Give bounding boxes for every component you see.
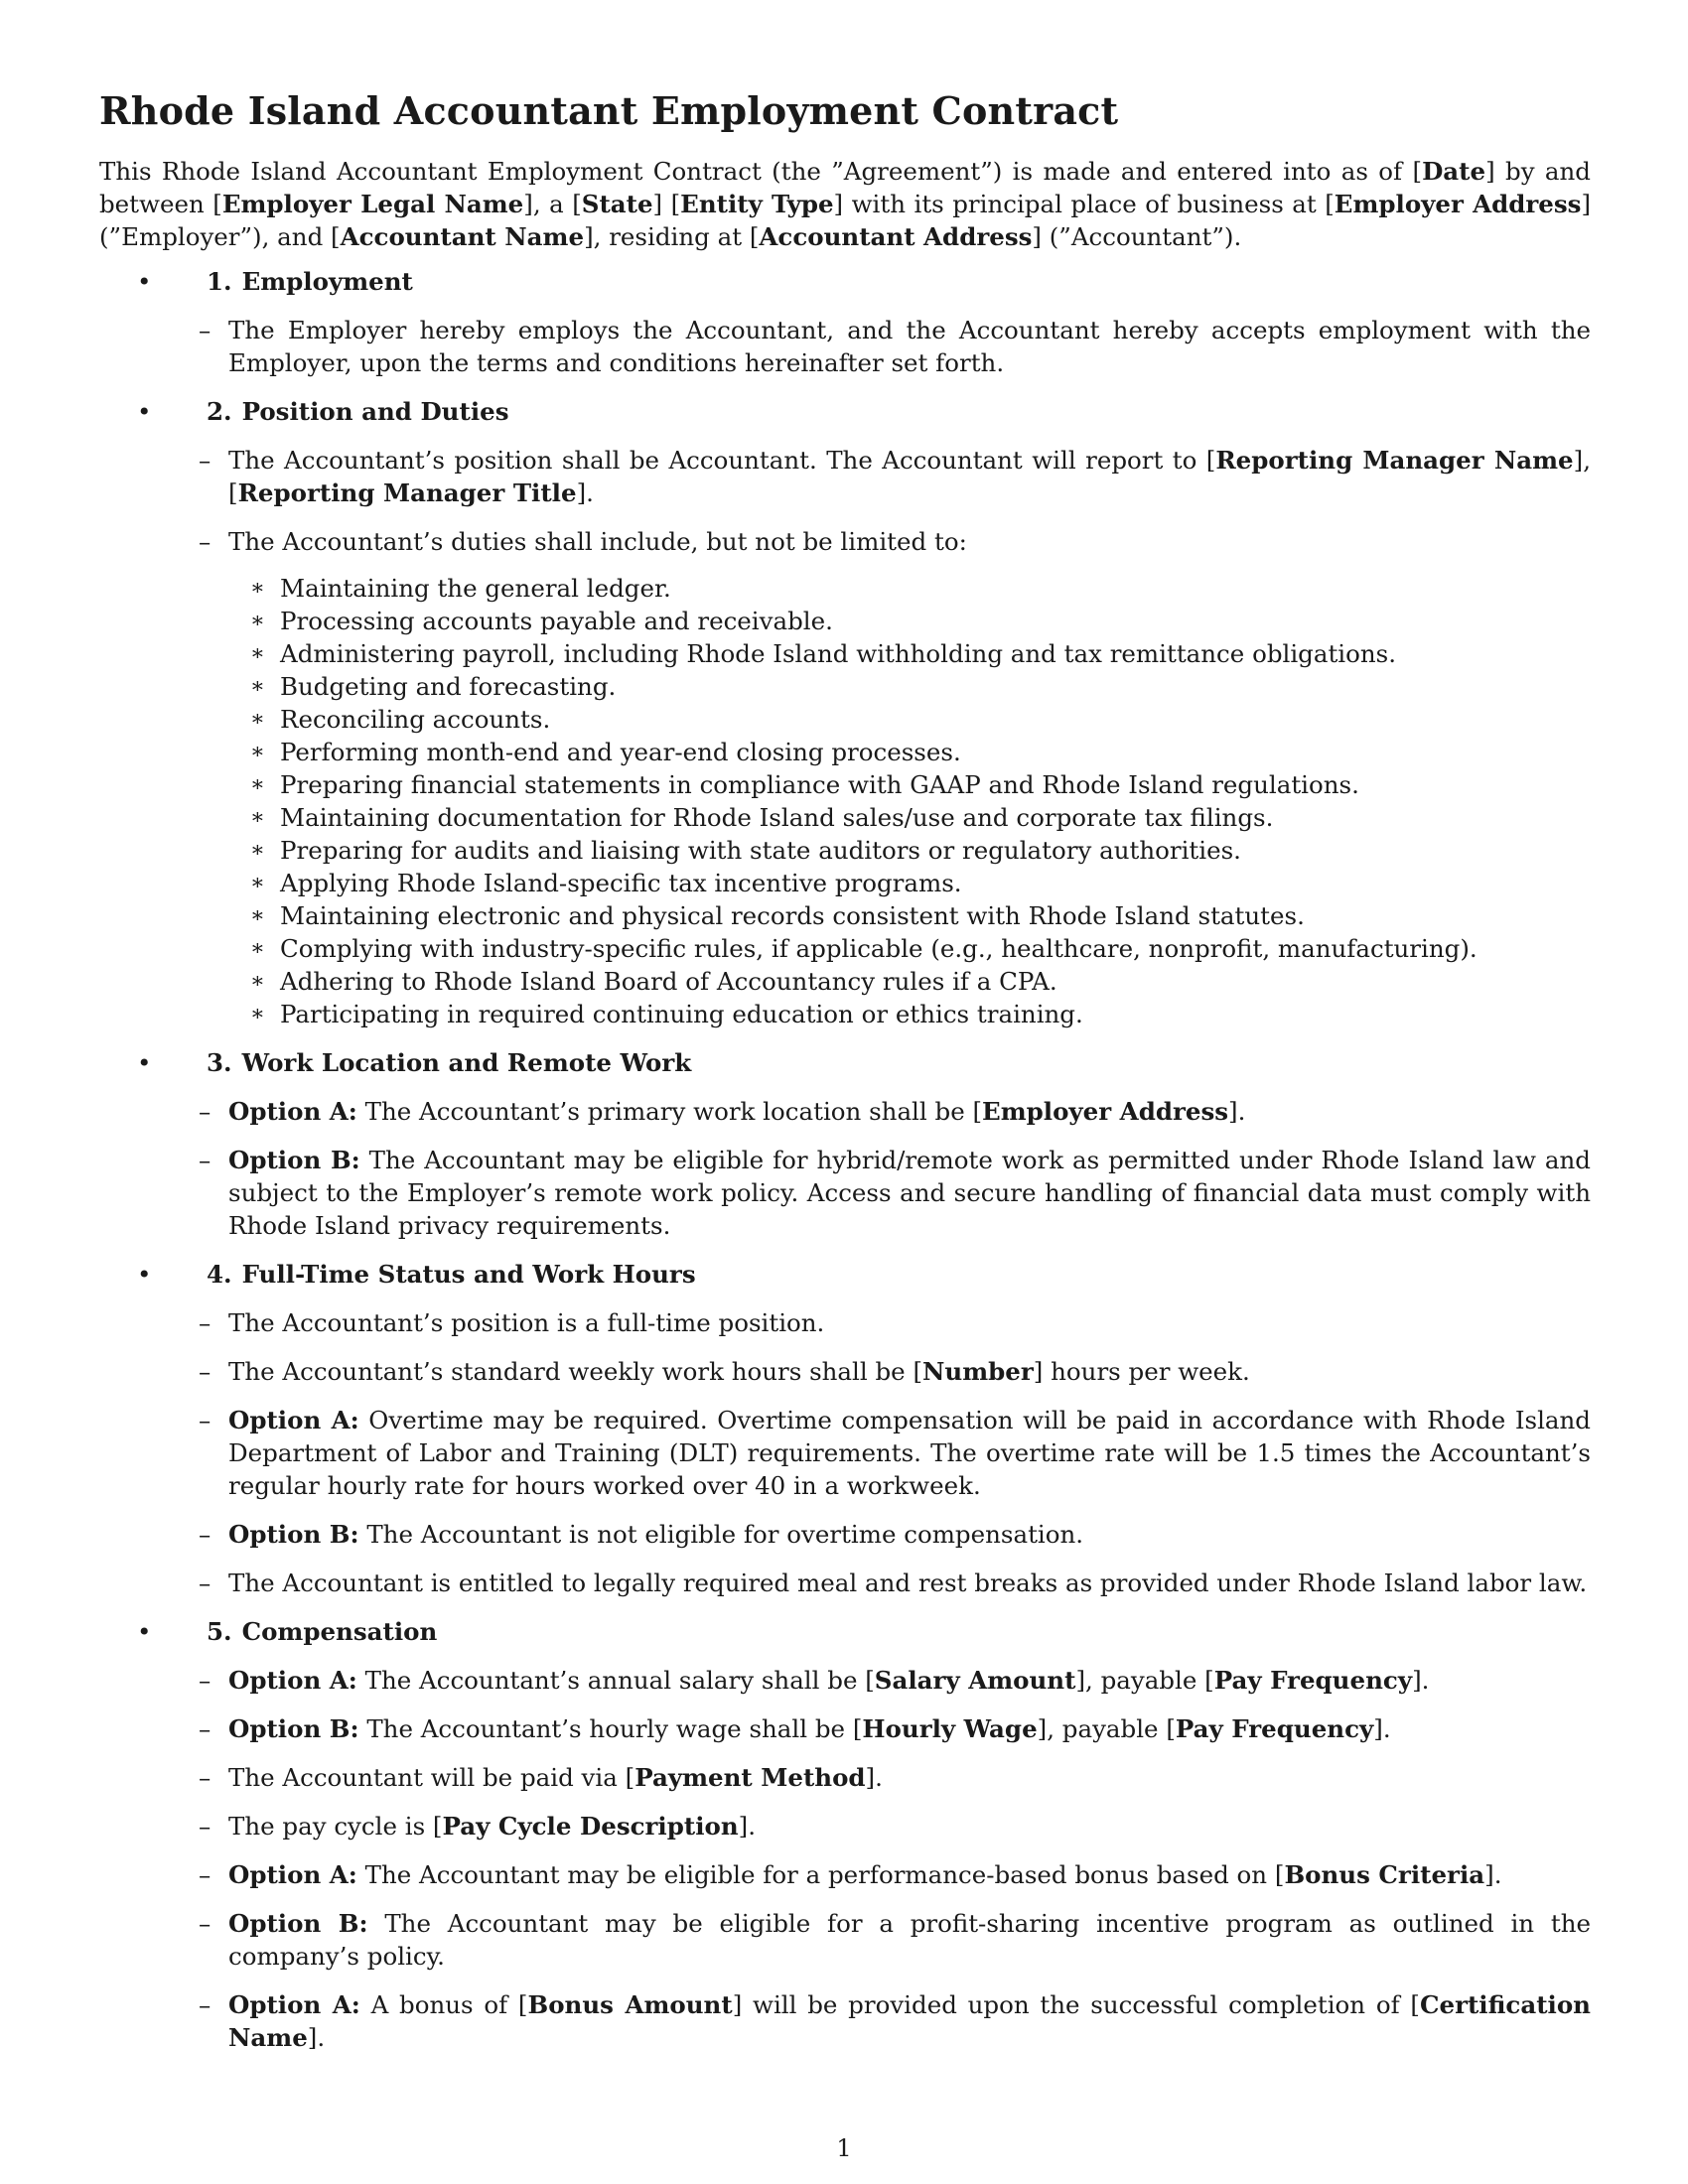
sections-list [99, 265, 1591, 2054]
duty-item: ∗ Preparing financial statements in compliance with GAAP and Rhode Island regulations. [250, 770, 1359, 799]
section-compensation [99, 1615, 1591, 2054]
section-heading: 5. Compensation [207, 1617, 438, 1646]
section-heading: 2. Position and Duties [207, 397, 509, 426]
page-number: 1 [836, 2134, 852, 2162]
section-employment [99, 265, 1591, 379]
section-position-duties [99, 395, 1591, 1030]
clause-item: – Option A: Overtime may be required. Overtime compensation will be paid in accordance with Rhode Island Department of Labor and Training (DLT) requirements. The overtime rate will be 1.5 times the Accountant’s regular hourly rate for hours worked over 40 in a workweek. [199, 1406, 1591, 1500]
clause-item: – Option B: The Accountant may be eligible for a profit-sharing incentive program as outlined in the company’s policy. [199, 1909, 1591, 1971]
duty-item: ∗ Maintaining documentation for Rhode Island sales/use and corporate tax filings. [250, 803, 1274, 832]
clause-item: – The Accountant is entitled to legally required meal and rest breaks as provided under Rhode Island labor law. [199, 1569, 1588, 1597]
clause-item: – The Accountant will be paid via [Payment Method]. [199, 1763, 883, 1792]
duties-list [228, 572, 1591, 1030]
clause-item: – The Accountant’s duties shall include, but not be limited to: ∗ Maintaining the general ledger. ∗ Processing accounts payable and receivable. ∗ Administering payroll, including Rhode Island withholding and tax remittance obligations. ∗ Budgeting and forecasting. ∗ Reconciling accounts. ∗ Performing month-end and year-end closing processes. ∗ Preparing financial statements in compliance with GAAP and Rhode Island regulations. ∗ Maintaining documentation for Rhode Island sales/use and corporate tax filings. ∗ Preparing for audits and liaising with state auditors or regulatory authorities. ∗ Applying Rhode Island-specific tax incentive programs. ∗ Maintaining electronic and physical records consistent with Rhode Island statutes. ∗ Complying with industry-specific rules, if applicable (e.g., healthcare, nonprofit, manufacturing). ∗ Adhering to Rhode Island Board of Accountancy rules if a CPA. ∗ Participating in required continuing education or ethics training. [207, 525, 1591, 1030]
clause-item: – Option B: The Accountant’s hourly wage shall be [Hourly Wage], payable [Pay Frequency]. [199, 1714, 1391, 1743]
section-heading: 3. Work Location and Remote Work [207, 1048, 692, 1077]
section-work-hours [99, 1258, 1591, 1599]
bullet: • [137, 1260, 152, 1289]
document-title: Rhode Island Accountant Employment Contract [99, 88, 1119, 133]
duty-item: ∗ Complying with industry-specific rules, if applicable (e.g., healthcare, nonprofit, manufacturing). [250, 934, 1477, 963]
clause-item: – The Accountant’s position is a full-time position. [199, 1308, 825, 1337]
duty-item: ∗ Performing month-end and year-end closing processes. [250, 738, 961, 766]
clause-item: – The Accountant’s position shall be Accountant. The Accountant will report to [Reporting Manager Name], [Reporting Manager Title]. [199, 446, 1591, 507]
section-work-location [99, 1046, 1591, 1242]
duty-item: ∗ Preparing for audits and liaising with state auditors or regulatory authorities. [250, 836, 1241, 865]
duty-item: ∗ Reconciling accounts. [250, 705, 551, 734]
intro-paragraph: This Rhode Island Accountant Employment Contract (the ”Agreement”) is made and entered into as of [Date] by and between [Employer Legal Name], a [State] [Entity Type] with its principal place of business at [Employer Address] (”Employer”), and [Accountant Name], residing at [Accountant Address] (”Accountant”). [99, 157, 1592, 251]
duty-item: ∗ Maintaining the general ledger. [250, 574, 671, 603]
duty-item: ∗ Applying Rhode Island-specific tax incentive programs. [250, 869, 962, 897]
bullet: • [137, 1617, 152, 1646]
clause-item: – The Accountant’s standard weekly work hours shall be [Number] hours per week. [199, 1357, 1250, 1386]
clause-item: – Option A: A bonus of [Bonus Amount] will be provided upon the successful completion of [Certification Name]. [199, 1990, 1591, 2052]
clause-item: – Option B: The Accountant may be eligible for hybrid/remote work as permitted under Rhode Island law and subject to the Employer’s remote work policy. Access and secure handling of financial data must comply with Rhode Island privacy requirements. [199, 1146, 1591, 1240]
bullet: • [137, 1048, 152, 1077]
duty-item: ∗ Participating in required continuing education or ethics training. [250, 1000, 1083, 1028]
duty-item: ∗ Maintaining electronic and physical records consistent with Rhode Island statutes. [250, 901, 1305, 930]
section-heading: 4. Full-Time Status and Work Hours [207, 1260, 696, 1289]
duty-item: ∗ Processing accounts payable and receivable. [250, 607, 833, 635]
duty-item: ∗ Adhering to Rhode Island Board of Accountancy rules if a CPA. [250, 967, 1057, 996]
duty-item: ∗ Budgeting and forecasting. [250, 672, 617, 701]
bullet: • [137, 397, 152, 426]
clause-item: – The pay cycle is [Pay Cycle Description]. [199, 1812, 757, 1841]
clause-item: – Option B: The Accountant is not eligible for overtime compensation. [199, 1520, 1084, 1549]
clause-item: – The Employer hereby employs the Accountant, and the Accountant hereby accepts employment with the Employer, upon the terms and conditions hereinafter set forth. [199, 316, 1591, 377]
duty-item: ∗ Administering payroll, including Rhode Island withholding and tax remittance obligations. [250, 639, 1397, 668]
clause-item: – Option A: The Accountant’s annual salary shall be [Salary Amount], payable [Pay Frequency]. [199, 1666, 1430, 1695]
section-heading: 1. Employment [207, 267, 413, 296]
clause-item: – Option A: The Accountant’s primary work location shall be [Employer Address]. [199, 1097, 1246, 1126]
clause-item: – Option A: The Accountant may be eligible for a performance-based bonus based on [Bonus Criteria]. [199, 1860, 1502, 1889]
document-page [99, 87, 1591, 2070]
bullet: • [137, 267, 152, 296]
